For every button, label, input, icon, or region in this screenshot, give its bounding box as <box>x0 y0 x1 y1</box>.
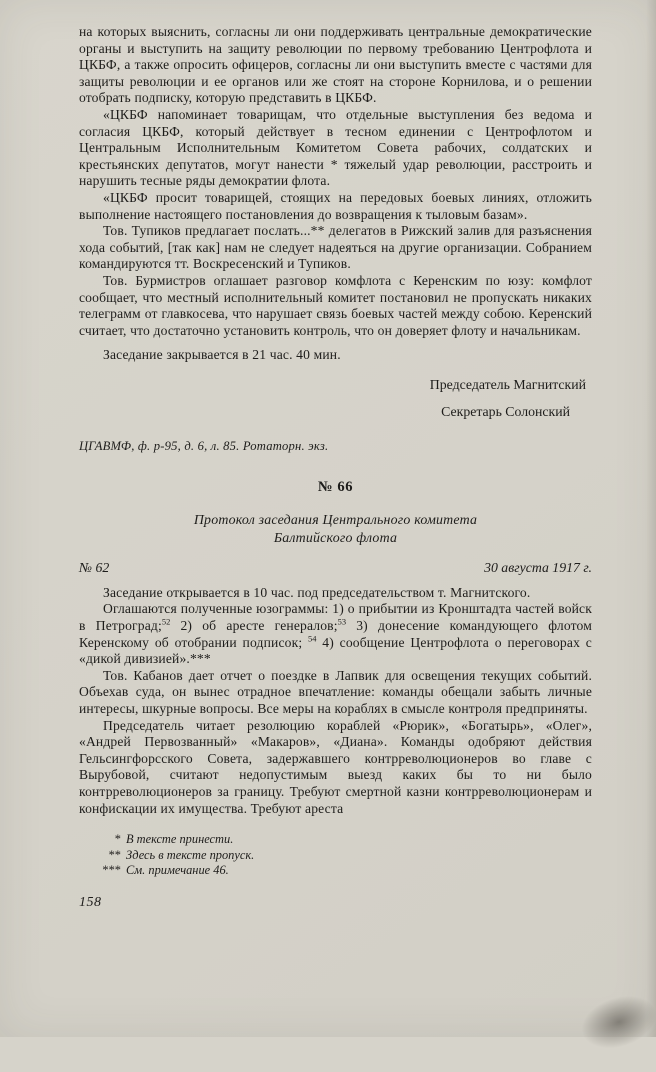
secretary-signature: Секретарь Солонский <box>441 403 570 419</box>
page-number: 158 <box>79 894 102 910</box>
footnote <box>79 863 592 879</box>
document-number-heading: № 66 <box>317 478 354 495</box>
paragraph-text: 2) об аресте генералов; <box>170 618 338 634</box>
document-title <box>79 512 592 548</box>
paragraph: Тов. Бурмистров оглашает разговор комфлота с Керенским по юзу: комфлот сообщает, что местный исполнительный комитет постановил не пропускать никаких телеграмм от главкосева, что нарушает связь боевых частей между собою. Керенский считает, что достаточно установить контроль, что он доверяет флоту и начальникам. <box>79 272 592 338</box>
footnote-text: В тексте принести. <box>126 832 234 847</box>
footnote <box>79 832 592 848</box>
document-meta <box>79 560 592 576</box>
footnote-text: См. примечание 46. <box>126 863 229 878</box>
footnote-marker: * <box>114 832 121 847</box>
paragraph: Председатель читает резолюцию кораблей «Рюрик», «Богатырь», «Олег», «Андрей Первозванный» «Макаров», «Диана». Команды одобряют действия Гельсингфорсского Совета, задержавшего контрреволюционеров во главе с Вырубовой, считают недопустимым выезд каких бы то ни было контрреволюционеров за границу. Требуют смертной казни контрреволюционерам и конфискации их имущества. Требуют ареста <box>79 717 592 816</box>
paragraph-text: 3) донесение командующего флотом Керенскому об отобрании подписок; <box>79 618 592 650</box>
document-66 <box>79 479 592 817</box>
document-title-line1: Протокол заседания Центрального комитета <box>193 512 478 528</box>
footnote-marker: *** <box>102 863 121 878</box>
chairman-signature: Председатель Магнитский <box>429 376 586 392</box>
paragraph: Тов. Кабанов дает отчет о поездке в Лапвик для освещения текущих событий. Объехав суда, он вынес отрадное впечатление: команды обещали забыть личные интересы, шкурные вопросы. Все меры на кораблях в смысле контроля предприняты. <box>79 667 592 717</box>
scan-edge-shade <box>646 0 656 1037</box>
closing-line: Заседание закрывается в 21 час. 40 мин. <box>103 347 341 363</box>
document-65-continuation <box>79 24 592 454</box>
paragraph: на которых выяснить, согласны ли они поддерживать центральные демократические органы и выступить на защиту революции по первому требованию Центрофлота и ЦКБФ, а также опросить офицеров, согласны ли они выступить вместе с частями для защиты революции и ее органов или же стоят на стороне Корнилова, и о решении отобрать подписку, которую представить в ЦКБФ. <box>79 24 592 106</box>
footnote <box>79 848 592 864</box>
paragraph: «ЦКБФ просит товарищей, стоящих на передовых боевых линиях, отложить выполнение настоящего постановления до возвращения к тыловым базам». <box>79 189 592 222</box>
document-title-line2: Балтийского флота <box>273 530 398 546</box>
paragraph <box>79 601 592 667</box>
footnote-marker: ** <box>108 847 121 862</box>
footnote-ref-52: 52 <box>161 616 171 627</box>
signatures <box>79 377 592 420</box>
protocol-number: № 62 <box>79 559 110 575</box>
footnote-text: Здесь в тексте пропуск. <box>126 847 255 862</box>
archive-reference: ЦГАВМФ, ф. р-95, д. 6, л. 85. Ротаторн. экз. <box>79 438 329 453</box>
paragraph: «ЦКБФ напоминает товарищам, что отдельные выступления без ведома и согласия ЦКБФ, который действует в тесном единении с Центрофлотом и Центральным Исполнительным Комитетом Совета рабочих, солдатских и крестьянских депутатов, могут нанести * тяжелый удар революции, расстроить и нарушить тесные ряды демократии флота. <box>79 106 592 189</box>
paragraph: Тов. Тупиков предлагает послать...** делегатов в Рижский залив для разъяснения хода событий, [так как] нам не следует надеяться на другие организации. Собранием командируются тт. Воскресенский и Тупиков. <box>79 223 592 272</box>
paragraph: Заседание открывается в 10 час. под председательством т. Магнитского. <box>103 584 531 600</box>
document-date: 30 августа 1917 г. <box>484 559 592 575</box>
paragraph-text: 4) сообщение Центрофлота о переговорах с «дикой дивизией».*** <box>79 634 592 667</box>
scan-corner-smudge <box>556 972 656 1072</box>
footnote-ref-53: 53 <box>337 616 347 627</box>
footnote-ref-54: 54 <box>308 633 317 644</box>
footnotes <box>79 832 592 879</box>
paragraph-text: Оглашаются полученные юзограммы: 1) о прибытии из Кронштадта частей войск в Петроград; <box>79 601 592 634</box>
